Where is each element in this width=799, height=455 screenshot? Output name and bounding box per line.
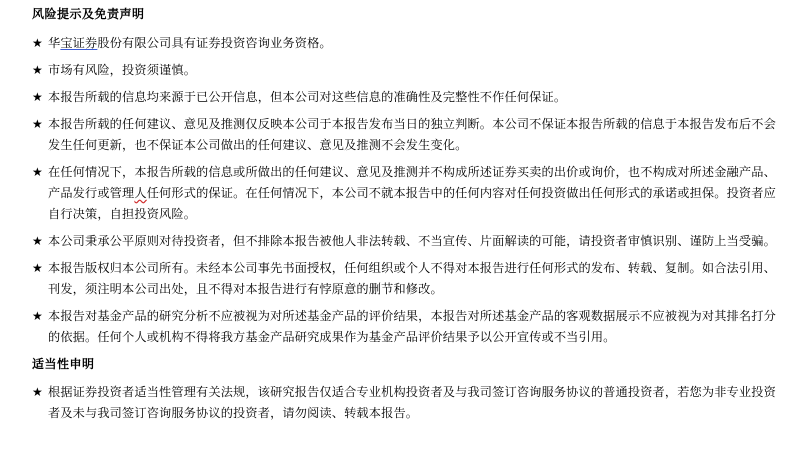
disclaimer-text: 本报告版权归本公司所有。未经本公司事先书面授权，任何组织或个人不得对本报告进行任何形式的发布、转载、复制。如合法引用、刊发，须注明本公司出处，且不得对本报告进行有悖原意的删节和修改。 — [48, 261, 776, 296]
suitability-item — [32, 382, 785, 424]
disclaimer-item-qualification — [32, 33, 785, 54]
risk-disclaimer-heading: 风险提示及免责声明 — [32, 7, 145, 21]
disclaimer-text: 华宝证券股份有限公司具有证券投资咨询业务资格。 — [48, 36, 332, 50]
star-icon: ★ — [32, 385, 43, 399]
suitability-heading: 适当性申明 — [32, 357, 95, 371]
disclaimer-text: 在任何情况下，本报告所载的信息或所做出的任何建议、意见及推测并不构成所述证券买卖的出价或询价，也不构成对所述金融产品、产品发行或管理人任何形式的保证。在任何情况下，本公司不就本报告中的任何内容对任何投资做出任何形式的承诺或担保。投资者应自行决策，自担投资风险。 — [48, 165, 776, 221]
star-icon: ★ — [32, 63, 43, 77]
suitability-text: 根据证券投资者适当性管理有关法规，该研究报告仅适合专业机构投资者及与我司签订咨询服务协议的普通投资者，若您为非专业投资者及未与我司签订咨询服务协议的投资者，请勿阅读、转载本报告。 — [48, 385, 776, 420]
disclaimer-item-independent-judgment — [32, 114, 785, 156]
disclaimer-text: 本报告所载的任何建议、意见及推测仅反映本公司于本报告发布当日的独立判断。本公司不保证本报告所载的信息于本报告发布后不会发生任何更新，也不保证本公司做出的任何建议、意见及推测不会发生变化。 — [48, 117, 776, 152]
disclaimer-item-copyright — [32, 258, 785, 300]
star-icon: ★ — [32, 90, 43, 104]
disclaimer-text: 市场有风险，投资须谨慎。 — [48, 63, 197, 77]
disclaimer-item-no-offer — [32, 162, 785, 225]
star-icon: ★ — [32, 117, 43, 131]
disclaimer-item-fund-research — [32, 306, 785, 348]
spellcheck-marked-word: 人 — [134, 186, 147, 200]
star-icon: ★ — [32, 165, 43, 179]
disclaimer-item-information-source — [32, 87, 785, 108]
disclaimer-item-fair-treatment — [32, 231, 785, 252]
company-name-link[interactable]: 宝证券 — [60, 36, 98, 50]
disclaimer-text: 本报告所载的信息均来源于已公开信息，但本公司对这些信息的准确性及完整性不作任何保证。 — [48, 90, 567, 104]
disclaimer-item-market-risk — [32, 60, 785, 81]
disclaimer-text: 本公司秉承公平原则对待投资者，但不排除本报告被他人非法转载、不当宣传、片面解读的可能，请投资者审慎识别、谨防上当受骗。 — [48, 234, 776, 248]
star-icon: ★ — [32, 234, 43, 248]
star-icon: ★ — [32, 261, 43, 275]
star-icon: ★ — [32, 309, 43, 323]
star-icon: ★ — [32, 36, 43, 50]
disclaimer-text: 本报告对基金产品的研究分析不应被视为对所述基金产品的评价结果，本报告对所述基金产品的客观数据展示不应被视为对其排名打分的依据。任何个人或机构不得将我方基金产品研究成果作为基金产品评价结果予以公开宣传或不当引用。 — [48, 309, 776, 344]
